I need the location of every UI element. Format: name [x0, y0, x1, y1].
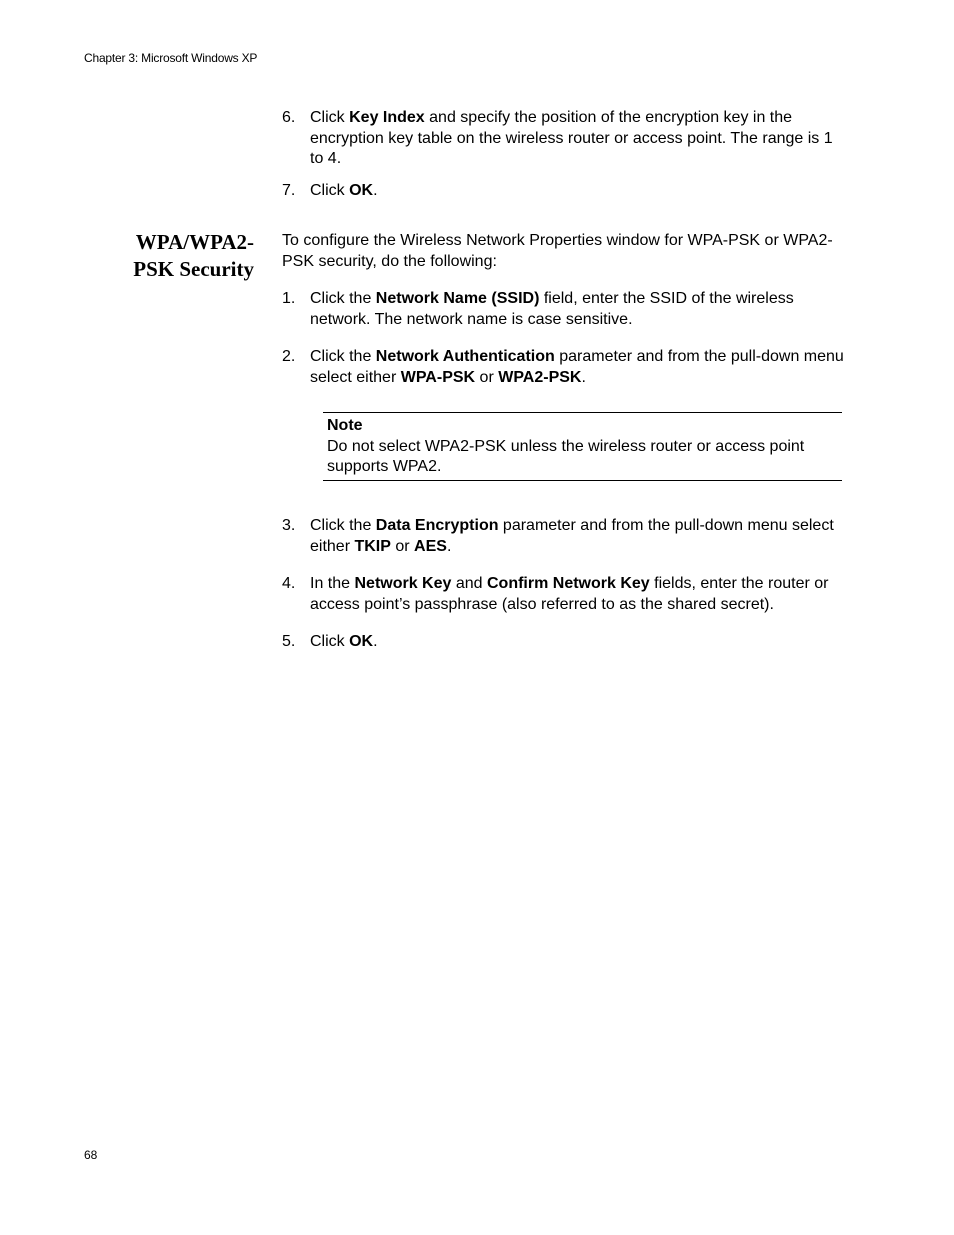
- text-run: Click the: [310, 290, 376, 307]
- note-box: [323, 412, 842, 481]
- text-run: field, enter the SSID of the wireless network. The network name is case sensitive.: [310, 290, 794, 328]
- step-text: [310, 289, 848, 330]
- list-item: [282, 181, 848, 202]
- list-item: [282, 574, 848, 632]
- bold-term: OK: [349, 633, 374, 650]
- list-item: [282, 108, 848, 181]
- step-number: 1.: [282, 290, 296, 307]
- bold-term: Network Key: [354, 575, 452, 592]
- bold-term: Key Index: [349, 109, 425, 126]
- step-number: 7.: [282, 182, 296, 199]
- text-run: .: [446, 537, 452, 555]
- bold-term: TKIP: [354, 537, 391, 555]
- step-text: [310, 632, 848, 653]
- list-item: [282, 632, 848, 653]
- list-item: [282, 516, 848, 574]
- note-text: Do not select WPA2-PSK unless the wireless router or access point supports WPA2.: [327, 437, 805, 475]
- bold-term: Data Encryption: [375, 517, 499, 534]
- section-heading: [84, 229, 254, 283]
- text-run: Click: [310, 633, 350, 650]
- text-run: .: [581, 368, 586, 386]
- step-text: [310, 108, 848, 170]
- bold-term: Network Authentication: [375, 348, 555, 365]
- bold-term: AES: [414, 537, 447, 555]
- step-list-top: [282, 108, 848, 202]
- page-number: 68: [84, 1148, 98, 1162]
- text-run: or: [475, 368, 499, 386]
- note-title: Note: [327, 417, 363, 434]
- text-run: Click: [310, 109, 350, 126]
- text-run: or: [390, 537, 415, 555]
- text-run: .: [373, 633, 378, 650]
- text-run: Click the: [310, 348, 376, 365]
- step-text: [310, 347, 848, 388]
- section-heading-line: PSK Security: [133, 257, 254, 281]
- running-header: Chapter 3: Microsoft Windows XP: [84, 51, 258, 65]
- text-run: fields, enter the router or access point’s passphrase (also referred to as the shared secret).: [310, 575, 829, 613]
- bold-term: WPA2-PSK: [498, 368, 582, 386]
- text-run: and specify the position of the encryption key in the encryption key table on the wireless router or access point. The range is 1 to 4.: [310, 109, 833, 167]
- text-run: parameter and from the pull-down menu select either: [310, 348, 844, 386]
- step-text: [310, 516, 848, 557]
- step-text: [310, 574, 848, 615]
- bold-term: Confirm Network Key: [487, 575, 650, 592]
- section-intro: To configure the Wireless Network Properties window for WPA-PSK or WPA2-PSK security, do the following:: [282, 232, 833, 270]
- step-list-mid: [282, 289, 848, 388]
- text-run: .: [373, 182, 378, 199]
- step-number: 4.: [282, 575, 296, 592]
- text-run: In the: [310, 575, 355, 592]
- step-number: 2.: [282, 348, 296, 365]
- text-run: Click: [310, 182, 350, 199]
- bold-term: OK: [349, 182, 374, 199]
- bold-term: WPA-PSK: [400, 368, 476, 386]
- list-item: [282, 289, 848, 347]
- step-text: [310, 181, 848, 202]
- step-number: 6.: [282, 109, 296, 126]
- text-run: and: [451, 575, 487, 592]
- text-run: parameter and from the pull-down menu select either: [310, 517, 834, 555]
- section-heading-line: WPA/WPA2-: [135, 230, 254, 254]
- step-number: 3.: [282, 517, 296, 534]
- text-run: Click the: [310, 517, 376, 534]
- list-item: [282, 347, 848, 388]
- bold-term: Network Name (SSID): [375, 290, 540, 307]
- step-list-bottom: [282, 516, 848, 653]
- step-number: 5.: [282, 633, 296, 650]
